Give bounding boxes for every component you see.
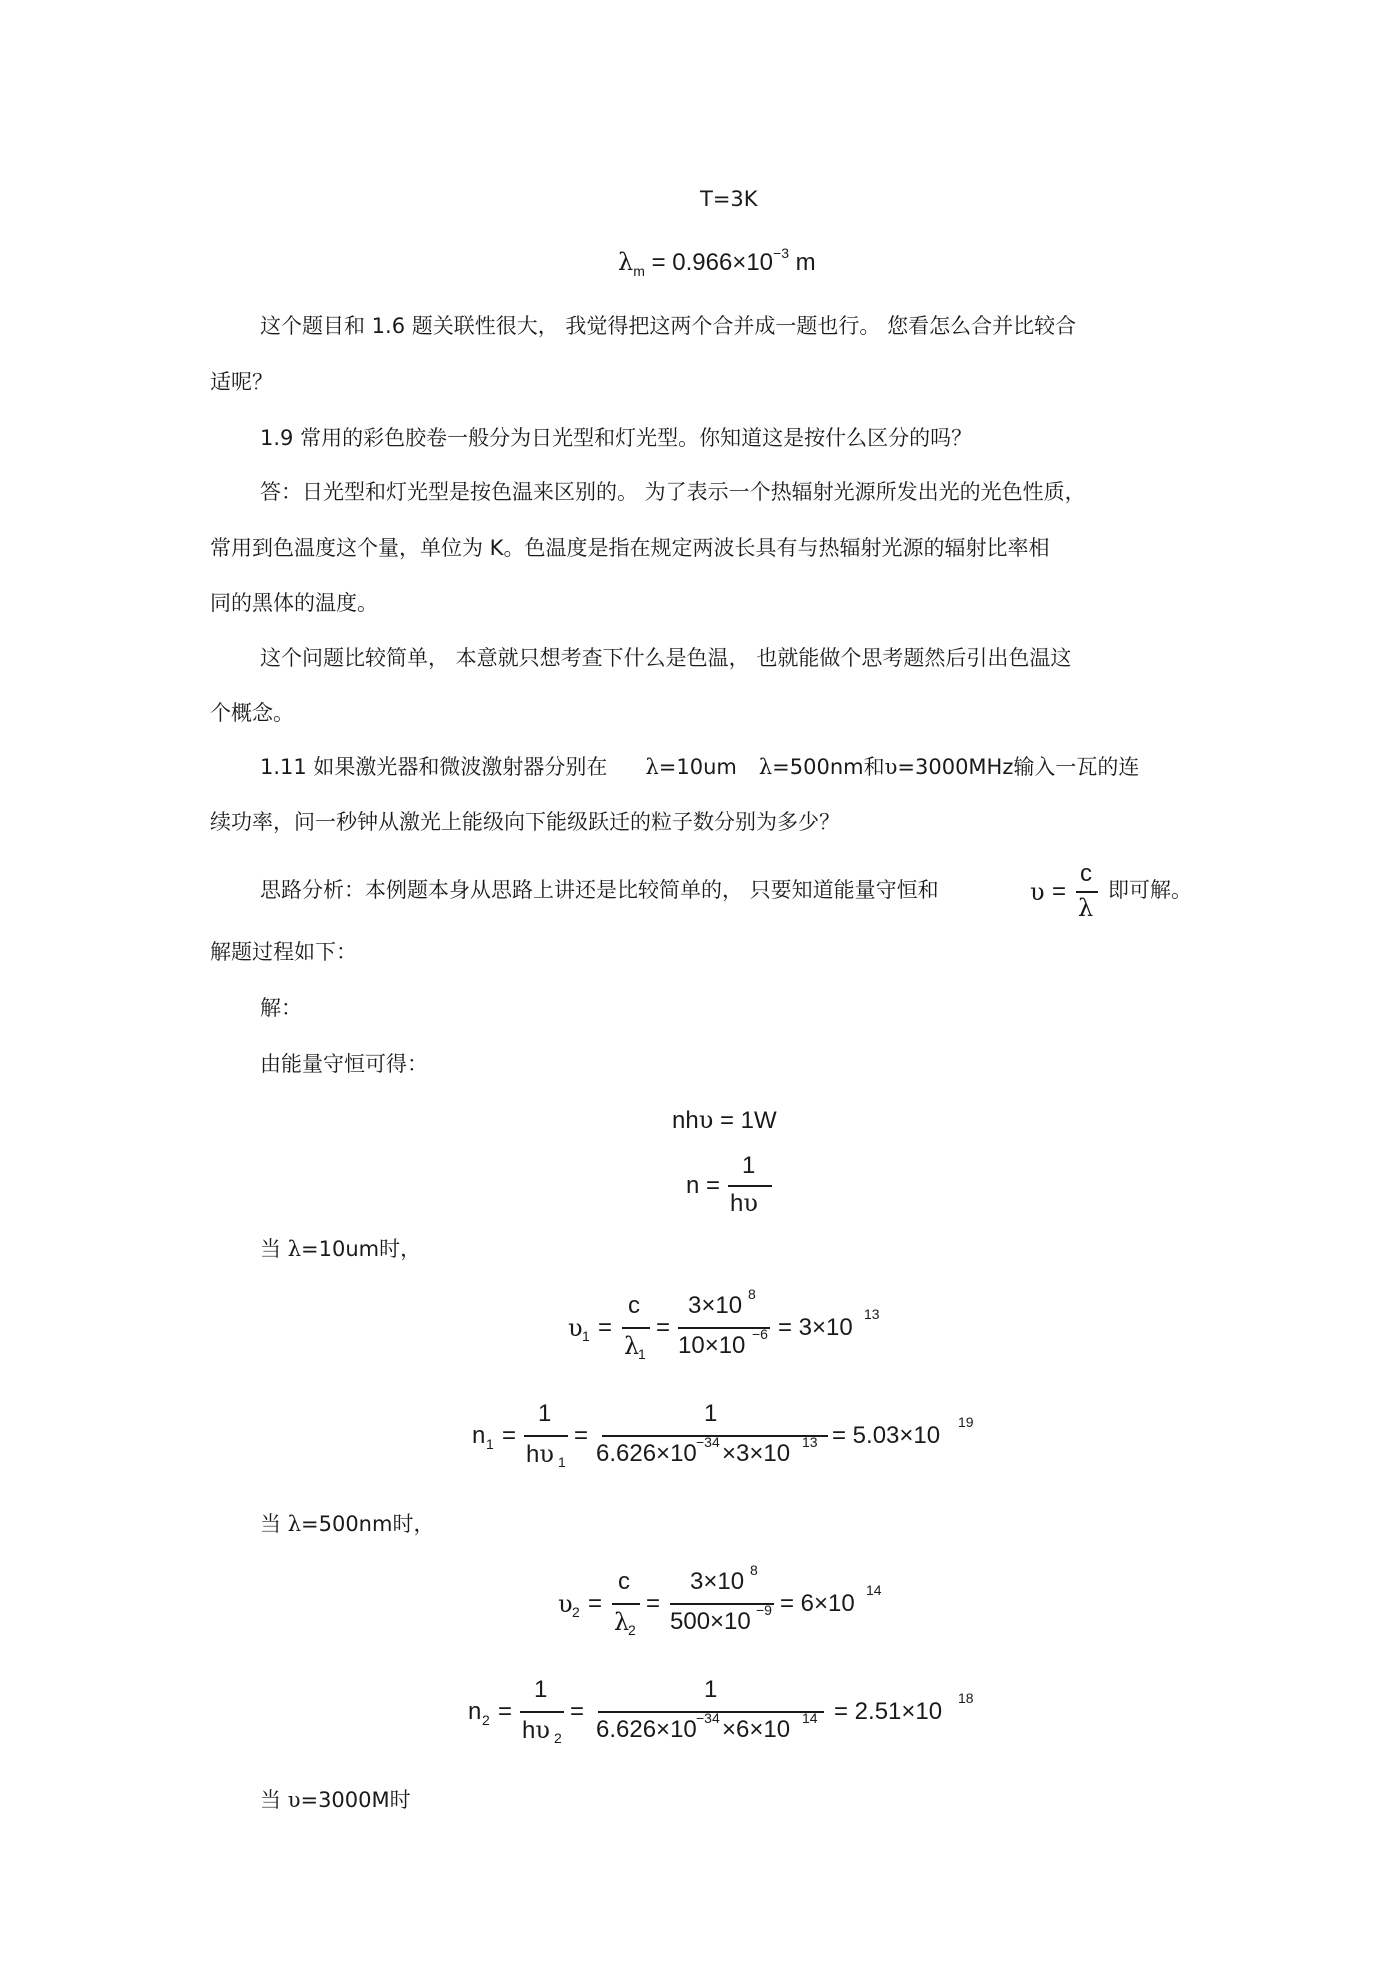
eq1-numerator-exp: 8 xyxy=(748,1286,756,1302)
lambda-m-unit: m xyxy=(795,249,816,276)
subscript-2: 2 xyxy=(554,1730,562,1746)
subscript-2: 2 xyxy=(572,1604,580,1620)
lambda-m-exponent: −3 xyxy=(773,245,789,261)
lambda-symbol: λ xyxy=(758,755,773,779)
n2-numerator-left: 1 xyxy=(534,1676,548,1703)
n2-result: = 2.51×10 xyxy=(834,1698,943,1725)
answer-1-9-line-1: 答：日光型和灯光型是按色温来区别的。 为了表示一个热辐射光源所发出光的光色性质， xyxy=(260,480,1086,504)
answer-1-9-line-2: 常用到色温度这个量，单位为 K。色温度是指在规定两波长具有与热辐射光源的辐射比率相 xyxy=(210,536,1050,560)
equals-sign: = xyxy=(498,1698,513,1725)
fraction-line xyxy=(1076,891,1098,893)
answer-1-9-line-3: 同的黑体的温度。 xyxy=(210,591,378,615)
solution-label: 解： xyxy=(260,996,302,1020)
fraction-line xyxy=(728,1185,772,1187)
analysis-suffix: 即可解。 xyxy=(1108,878,1192,902)
eq1-result: = 3×10 xyxy=(778,1314,853,1341)
frequency-3000mhz: =3000MHz输入一瓦的连 xyxy=(897,755,1140,779)
equals-sign: = xyxy=(656,1314,671,1341)
question-1-11-line-2: 续功率，问一秒钟从激光上能级向下能级跃迁的粒子数分别为多少？ xyxy=(210,810,840,834)
subscript-1: 1 xyxy=(486,1436,494,1452)
fraction-line xyxy=(622,1327,650,1329)
equals-sign: = xyxy=(1052,878,1067,905)
fraction-line xyxy=(524,1435,568,1437)
case-3-text: =3000M时 xyxy=(300,1788,411,1812)
fraction-line xyxy=(520,1711,564,1713)
case-2-text: =500nm时， xyxy=(301,1512,435,1536)
analysis-line-1: 思路分析：本例题本身从思路上讲还是比较简单的， 只要知道能量守恒和 xyxy=(260,878,939,902)
paragraph-2-line-1: 这个问题比较简单， 本意就只想考查下什么是色温， 也就能做个思考题然后引出色温这 xyxy=(260,646,1072,670)
lambda-symbol: λ xyxy=(618,248,634,276)
lambda-m-value: = 0.966×10 xyxy=(651,249,774,276)
n1-numerator: 1 xyxy=(704,1400,718,1427)
nhv-result: = 1W xyxy=(719,1107,777,1134)
lambda-symbol: λ xyxy=(624,1332,640,1360)
question-1-11-line-1 xyxy=(260,753,1139,781)
wavelength-500nm: =500nm和 xyxy=(772,755,885,779)
question-1-9: 1.9 常用的彩色胶卷一般分为日光型和灯光型。你知道这是按什么区分的吗？ xyxy=(260,426,973,450)
eq2-result: = 6×10 xyxy=(780,1590,855,1617)
lambda-m-formula xyxy=(618,245,816,279)
nu-c-lambda-formula xyxy=(1030,860,1100,930)
eq2-numerator-exp: 8 xyxy=(750,1562,758,1578)
case-3-label: 当 υ=3000M时 xyxy=(260,1788,411,1812)
n-1-equation xyxy=(472,1400,992,1480)
n-symbol: n xyxy=(472,1422,486,1449)
n1-result-exp: 19 xyxy=(958,1414,974,1430)
eq1-denominator-exp: −6 xyxy=(752,1326,768,1342)
n2-denominator-exp: −34 xyxy=(696,1710,720,1726)
lambda-symbol: λ xyxy=(287,1512,301,1536)
subscript-1: 1 xyxy=(582,1328,590,1344)
n1-denominator: 6.626×10 xyxy=(596,1440,697,1467)
case-1-label: 当 λ=10um时， xyxy=(260,1237,422,1261)
n1-result: = 5.03×10 xyxy=(832,1422,941,1449)
c-symbol: c xyxy=(1080,860,1092,887)
analysis-line-2: 解题过程如下： xyxy=(210,940,357,964)
n2-denominator-b: ×6×10 xyxy=(722,1716,791,1743)
nu-symbol: υ xyxy=(558,1590,573,1618)
denominator-hv1: hυ xyxy=(526,1440,554,1468)
n2-result-exp: 18 xyxy=(958,1690,974,1706)
nu-symbol: υ xyxy=(287,1788,301,1812)
denominator-hv: hυ xyxy=(730,1189,758,1217)
eq2-numerator: 3×10 xyxy=(690,1568,745,1595)
nu-symbol: υ xyxy=(698,1106,714,1134)
c-symbol: c xyxy=(628,1292,640,1319)
paragraph-2-line-2: 个概念。 xyxy=(210,701,294,725)
lambda-symbol: λ xyxy=(645,755,659,779)
subscript-2: 2 xyxy=(628,1622,636,1638)
n2-denominator: 6.626×10 xyxy=(596,1716,697,1743)
numerator-1: 1 xyxy=(742,1152,756,1179)
equals-sign: = xyxy=(598,1314,613,1341)
eq2-denominator: 500×10 xyxy=(670,1608,751,1635)
eq1-numerator: 3×10 xyxy=(688,1292,743,1319)
nu-symbol: υ xyxy=(884,755,898,779)
equals-sign: = xyxy=(570,1698,585,1725)
lambda-symbol: λ xyxy=(614,1608,630,1636)
paragraph-1-line-1: 这个题目和 1.6 题关联性很大， 我觉得把这两个合并成一题也行。 您看怎么合并比较合 xyxy=(260,314,1077,338)
energy-conservation-text: 由能量守恒可得： xyxy=(260,1052,428,1076)
denominator-hv2: hυ xyxy=(522,1716,550,1744)
n1-denominator-b-exp: 13 xyxy=(802,1434,818,1450)
nhv-equation xyxy=(672,1106,777,1135)
subscript-m: m xyxy=(633,263,645,279)
eq1-denominator: 10×10 xyxy=(678,1332,746,1359)
nu-symbol: υ xyxy=(568,1314,583,1342)
equals-sign: = xyxy=(574,1422,589,1449)
subscript-1: 1 xyxy=(558,1454,566,1470)
eq2-denominator-exp: −9 xyxy=(756,1602,772,1618)
n-equation xyxy=(686,1152,806,1224)
question-1-11-prefix: 1.11 如果激光器和微波激射器分别在 xyxy=(260,755,608,779)
nh-text: nh xyxy=(672,1107,699,1134)
n-symbol: n xyxy=(468,1698,482,1725)
n-2-equation xyxy=(468,1676,988,1756)
equals-sign: = xyxy=(588,1590,603,1617)
n2-denominator-b-exp: 14 xyxy=(802,1710,818,1726)
case-1-text: =10um时， xyxy=(301,1237,422,1261)
lambda-symbol: λ xyxy=(287,1237,301,1261)
n-symbol: n xyxy=(686,1172,700,1199)
n1-denominator-exp: −34 xyxy=(696,1434,720,1450)
temperature-line: T=3K xyxy=(700,187,758,211)
paragraph-1-line-2: 适呢？ xyxy=(210,370,273,394)
equals-sign: = xyxy=(646,1590,661,1617)
subscript-1: 1 xyxy=(638,1346,646,1362)
n1-numerator-left: 1 xyxy=(538,1400,552,1427)
nu-symbol: υ xyxy=(1030,878,1045,906)
eq1-result-exp: 13 xyxy=(864,1306,880,1322)
c-symbol: c xyxy=(618,1568,630,1595)
wavelength-10um: =10um xyxy=(658,755,737,779)
nu-1-equation xyxy=(568,1286,908,1370)
fraction-line xyxy=(612,1603,640,1605)
subscript-2: 2 xyxy=(482,1712,490,1728)
lambda-symbol: λ xyxy=(1078,894,1094,922)
equals-sign: = xyxy=(706,1172,721,1199)
nu-2-equation xyxy=(558,1562,898,1646)
equals-sign: = xyxy=(502,1422,517,1449)
case-2-label: 当 λ=500nm时， xyxy=(260,1512,435,1536)
n2-numerator: 1 xyxy=(704,1676,718,1703)
n1-denominator-b: ×3×10 xyxy=(722,1440,791,1467)
eq2-result-exp: 14 xyxy=(866,1582,882,1598)
